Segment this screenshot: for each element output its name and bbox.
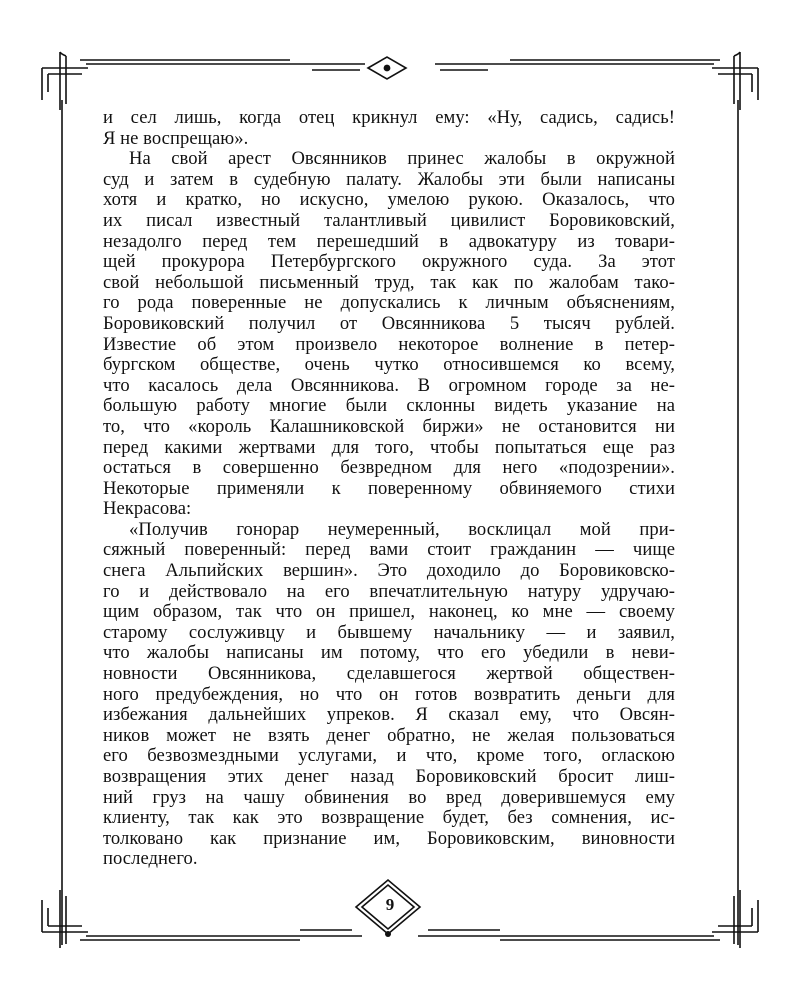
text-line: незадолго перед тем перешедший в адвокатуру из товари- bbox=[103, 230, 675, 252]
text-line: ного предубеждения, но что он готов возвратить деньги для bbox=[103, 683, 675, 705]
text-line: ний груз на чашу обвинения во вред доверившемуся ему bbox=[103, 786, 675, 808]
text-line: и сел лишь, когда отец крикнул ему: «Ну, садись, садись! bbox=[103, 107, 675, 128]
corner-ornament-bottom-right bbox=[500, 890, 758, 948]
text-line: го и действовало на его впечатлительную натуру удручаю- bbox=[103, 580, 675, 602]
text-line: свой небольшой письменный труд, так как по жалобам тако- bbox=[103, 271, 675, 293]
text-line: Боровиковский получил от Овсянникова 5 тысяч рублей. bbox=[103, 312, 675, 334]
text-line: го рода поверенные не допускались к личным объяснениям, bbox=[103, 292, 675, 314]
page-number: 9 bbox=[385, 895, 395, 914]
text-line: его безвозмездными услугами, и что, кроме того, огласкою bbox=[103, 745, 675, 767]
text-line: последнего. bbox=[103, 848, 198, 870]
text-line: старому сослуживцу и бывшему начальнику — и заявил, bbox=[103, 621, 675, 643]
text-line: щей прокурора Петербургского окружного суда. За этот bbox=[103, 251, 675, 273]
bottom-center-lines bbox=[300, 930, 500, 936]
text-line: то, что «король Калашниковской биржи» не остановится ни bbox=[103, 415, 675, 437]
text-line: Некрасова: bbox=[103, 498, 192, 520]
text-line: На свой арест Овсянников принес жалобы в окружной bbox=[129, 148, 675, 170]
top-center-dot bbox=[384, 65, 391, 72]
text-line: «Получив гонорар неумеренный, восклицал мой при- bbox=[129, 518, 675, 540]
text-line: перед какими жертвами для того, чтобы попытаться еще раз bbox=[103, 436, 675, 458]
text-line: бургском обществе, очень чутко относившемся ко всему, bbox=[103, 354, 675, 376]
text-line: щим образом, так что он пришел, наконец, ко мне — своему bbox=[103, 601, 675, 623]
text-line: что касалось дела Овсянникова. В огромном городе за не- bbox=[103, 374, 675, 396]
text-line: остаться в совершенно безвредном для него «подозрении». bbox=[103, 457, 675, 479]
bottom-center-dot bbox=[385, 931, 391, 937]
text-line: Некоторые применяли к поверенному обвиняемого стихи bbox=[103, 477, 675, 499]
text-line: их писал известный талантливый цивилист Боровиковский, bbox=[103, 209, 675, 231]
text-line: толковано как признание им, Боровиковским, виновности bbox=[103, 827, 675, 849]
text-line: снега Альпийских вершин». Это доходило до Боровиковско- bbox=[103, 560, 675, 582]
text-line: клиенту, так как это возвращение будет, без сомнения, ис- bbox=[103, 807, 675, 829]
text-line: ников может не взять денег обратно, не желая пользоваться bbox=[103, 724, 675, 746]
text-line: Известие об этом произвело некоторое волнение в петер- bbox=[103, 333, 675, 355]
text-line: что жалобы написаны им потому, что его убедили в неви- bbox=[103, 642, 675, 664]
text-line: хотя и кратко, но искусно, умелою рукою. Оказалось, что bbox=[103, 189, 675, 211]
body-text bbox=[103, 108, 675, 870]
top-center-ornament bbox=[300, 57, 500, 79]
text-line: новности Овсянникова, сделавшегося жертвой обществен- bbox=[103, 663, 675, 685]
text-line: суд и затем в судебную палату. Жалобы эти были написаны bbox=[103, 168, 675, 190]
text-line: большую работу многие были склонны видеть указание на bbox=[103, 395, 675, 417]
text-line: Я не воспрещаю». bbox=[103, 127, 249, 149]
corner-ornament-bottom-left bbox=[42, 890, 300, 948]
text-line: возвращения этих денег назад Боровиковский бросит лиш- bbox=[103, 766, 675, 787]
text-line: избежания дальнейших упреков. Я сказал ему, что Овсян- bbox=[103, 704, 675, 726]
text-line: сяжный поверенный: перед вами стоит гражданин — чище bbox=[103, 539, 675, 561]
